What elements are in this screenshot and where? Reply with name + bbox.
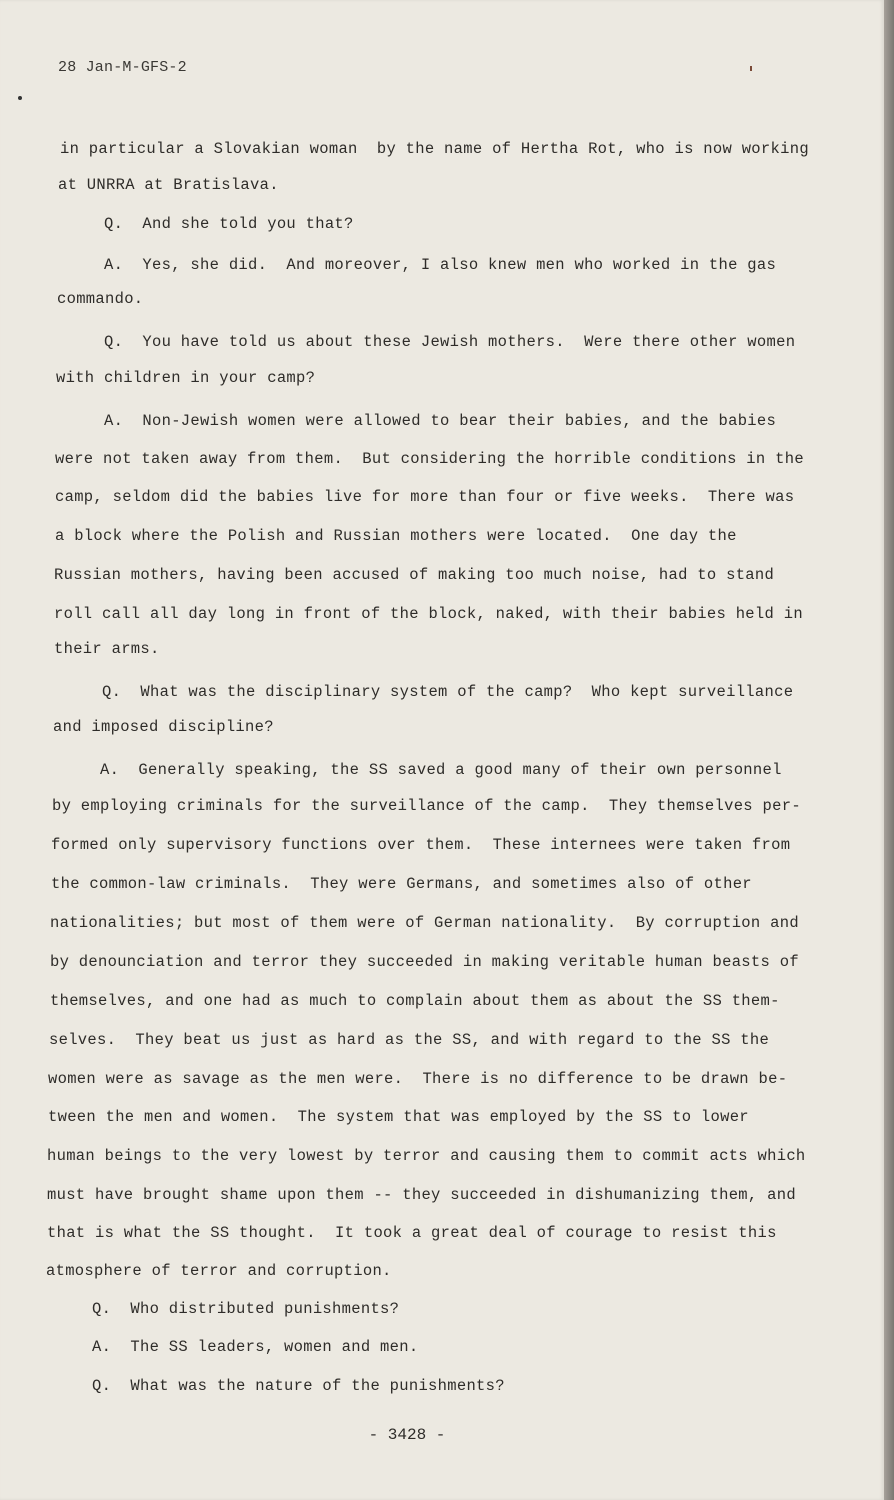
- page-header: 28 Jan-M-GFS-2: [58, 59, 187, 76]
- text-line: themselves, and one had as much to complain about them as about the SS them-: [50, 992, 780, 1010]
- text-line: commando.: [57, 290, 144, 308]
- text-line: by denounciation and terror they succeeded in making veritable human beasts of: [50, 953, 799, 971]
- text-line: formed only supervisory functions over them. These internees were taken from: [51, 836, 791, 854]
- text-line: were not taken away from them. But considering the horrible conditions in the: [55, 450, 804, 468]
- answer-line: A. Yes, she did. And moreover, I also knew men who worked in the gas: [104, 256, 777, 274]
- text-line: a block where the Polish and Russian mothers were located. One day the: [55, 527, 737, 545]
- question-line: Q. And she told you that?: [104, 215, 354, 233]
- text-line: Russian mothers, having been accused of making too much noise, had to stand: [54, 566, 775, 584]
- answer-line: A. Generally speaking, the SS saved a good many of their own personnel: [100, 761, 782, 779]
- text-line: with children in your camp?: [56, 369, 316, 387]
- question-line: Q. You have told us about these Jewish mothers. Were there other women: [104, 333, 796, 351]
- answer-line: A. The SS leaders, women and men.: [92, 1338, 419, 1356]
- question-line: Q. Who distributed punishments?: [92, 1300, 400, 1318]
- page-edge: [884, 0, 894, 1500]
- ink-mark: [750, 66, 752, 71]
- text-line: in particular a Slovakian woman by the name of Hertha Rot, who is now working: [60, 140, 809, 158]
- text-line: at UNRRA at Bratislava.: [58, 176, 279, 194]
- margin-dot: [18, 96, 22, 100]
- text-line: the common-law criminals. They were Germans, and sometimes also of other: [51, 875, 752, 893]
- text-line: camp, seldom did the babies live for more than four or five weeks. There was: [55, 488, 795, 506]
- text-line: atmosphere of terror and corruption.: [46, 1262, 392, 1280]
- question-line: Q. What was the disciplinary system of the camp? Who kept surveillance: [102, 683, 794, 701]
- text-line: must have brought shame upon them -- they succeeded in dishumanizing them, and: [47, 1186, 796, 1204]
- text-line: that is what the SS thought. It took a great deal of courage to resist this: [47, 1224, 777, 1242]
- text-line: tween the men and women. The system that was employed by the SS to lower: [48, 1108, 749, 1126]
- text-line: women were as savage as the men were. There is no difference to be drawn be-: [48, 1070, 788, 1088]
- text-line: nationalities; but most of them were of German nationality. By corruption and: [50, 914, 799, 932]
- text-line: their arms.: [54, 640, 160, 658]
- text-line: and imposed discipline?: [53, 718, 274, 736]
- question-line: Q. What was the nature of the punishments?: [92, 1377, 505, 1395]
- text-line: by employing criminals for the surveillance of the camp. They themselves per-: [52, 797, 801, 815]
- page-number: - 3428 -: [368, 1426, 446, 1444]
- answer-line: A. Non-Jewish women were allowed to bear their babies, and the babies: [104, 412, 777, 430]
- text-line: roll call all day long in front of the block, naked, with their babies held in: [54, 605, 803, 623]
- text-line: human beings to the very lowest by terror and causing them to commit acts which: [47, 1147, 806, 1165]
- text-line: selves. They beat us just as hard as the SS, and with regard to the SS the: [49, 1031, 770, 1049]
